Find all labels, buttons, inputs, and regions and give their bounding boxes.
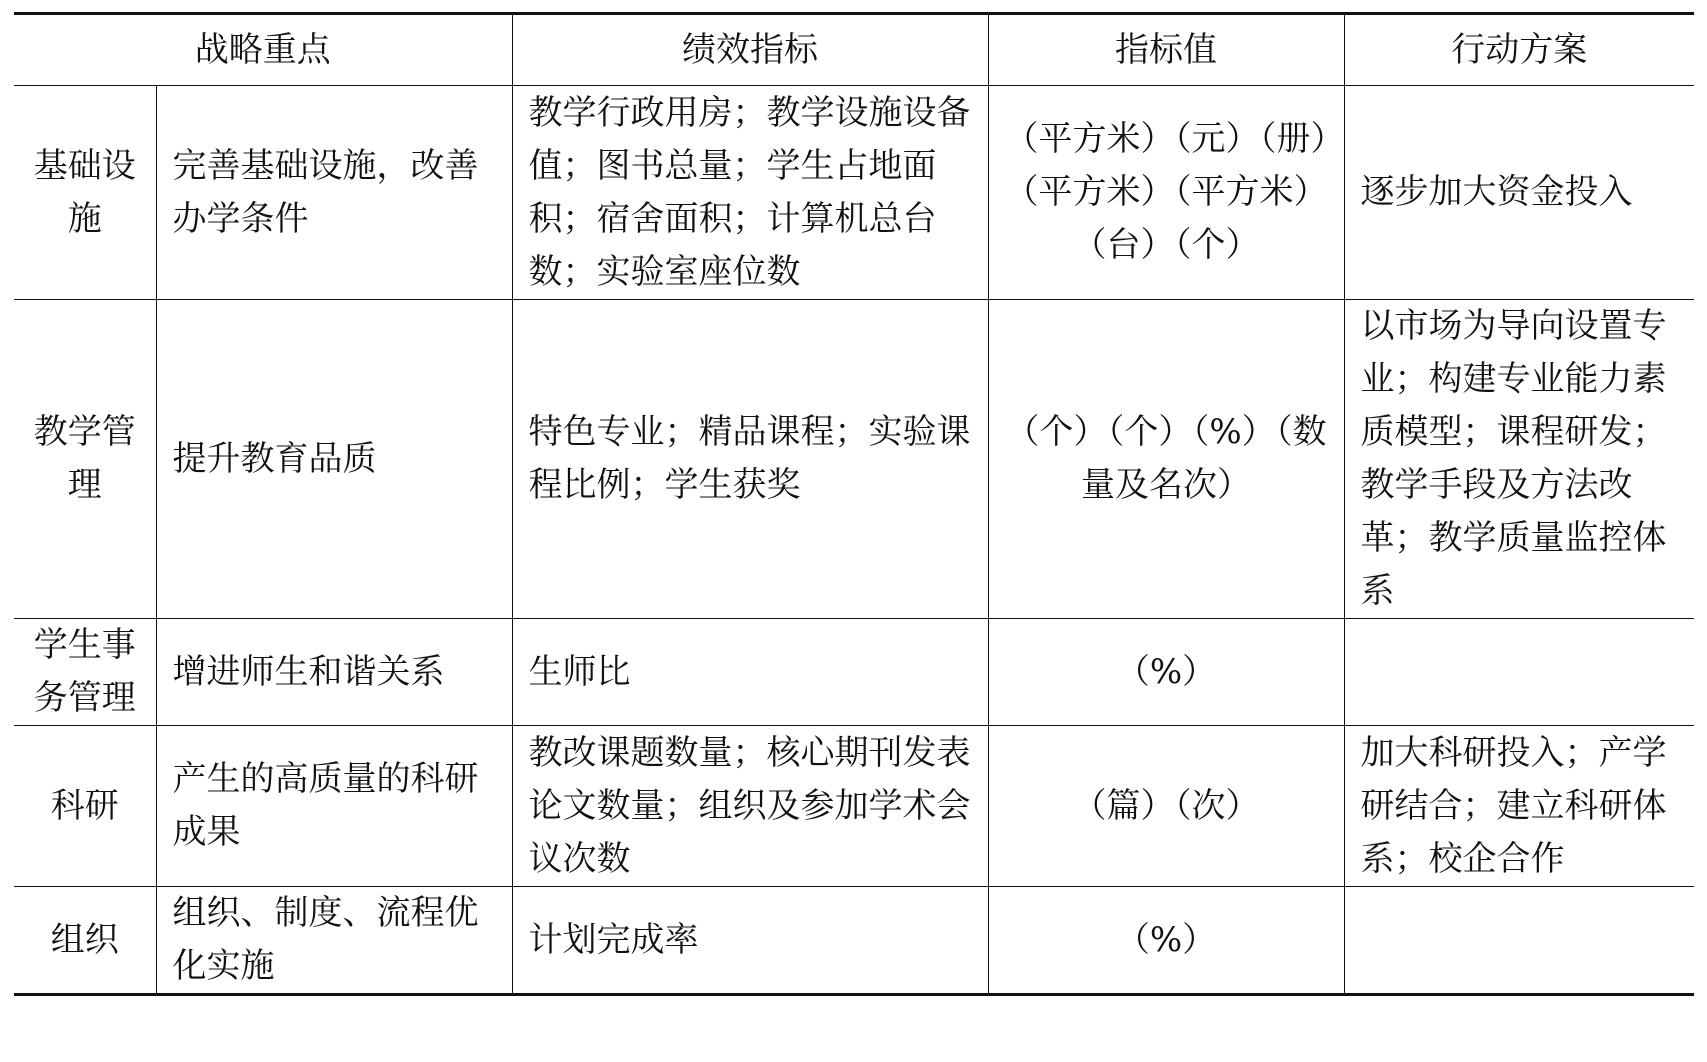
header-indicator-value: 指标值 [988, 14, 1344, 86]
row-action [1344, 887, 1694, 995]
strategy-performance-table [14, 12, 1694, 996]
row-action [1344, 619, 1694, 726]
row-goal: 组织、制度、流程优化实施 [156, 887, 512, 995]
row-value: （%） [988, 887, 1344, 995]
row-value: （平方米）（元）（册）（平方米）（平方米）（台）（个） [988, 86, 1344, 300]
header-action-plan: 行动方案 [1344, 14, 1694, 86]
row-goal: 增进师生和谐关系 [156, 619, 512, 726]
row-goal: 产生的高质量的科研成果 [156, 726, 512, 887]
row-action: 逐步加大资金投入 [1344, 86, 1694, 300]
table-row [14, 887, 1694, 995]
row-action: 加大科研投入；产学研结合；建立科研体系；校企合作 [1344, 726, 1694, 887]
row-value: （篇）（次） [988, 726, 1344, 887]
table-row [14, 86, 1694, 300]
row-action: 以市场为导向设置专业；构建专业能力素质模型；课程研发；教学手段及方法改革；教学质量监控体系 [1344, 300, 1694, 619]
row-category: 学生事务管理 [14, 619, 156, 726]
header-strategic-focus: 战略重点 [14, 14, 512, 86]
row-category: 教学管理 [14, 300, 156, 619]
row-indicator: 教学行政用房；教学设施设备值；图书总量；学生占地面积；宿舍面积；计算机总台数；实验室座位数 [512, 86, 988, 300]
row-category: 基础设施 [14, 86, 156, 300]
header-performance-indicator: 绩效指标 [512, 14, 988, 86]
table-row [14, 726, 1694, 887]
table-row [14, 619, 1694, 726]
row-indicator: 教改课题数量；核心期刊发表论文数量；组织及参加学术会议次数 [512, 726, 988, 887]
row-goal: 提升教育品质 [156, 300, 512, 619]
row-indicator: 生师比 [512, 619, 988, 726]
table-row [14, 300, 1694, 619]
header-row [14, 14, 1694, 86]
row-indicator: 计划完成率 [512, 887, 988, 995]
row-goal: 完善基础设施，改善办学条件 [156, 86, 512, 300]
row-value: （%） [988, 619, 1344, 726]
row-category: 科研 [14, 726, 156, 887]
row-category: 组织 [14, 887, 156, 995]
row-indicator: 特色专业；精品课程；实验课程比例；学生获奖 [512, 300, 988, 619]
row-value: （个）（个）（%）（数量及名次） [988, 300, 1344, 619]
